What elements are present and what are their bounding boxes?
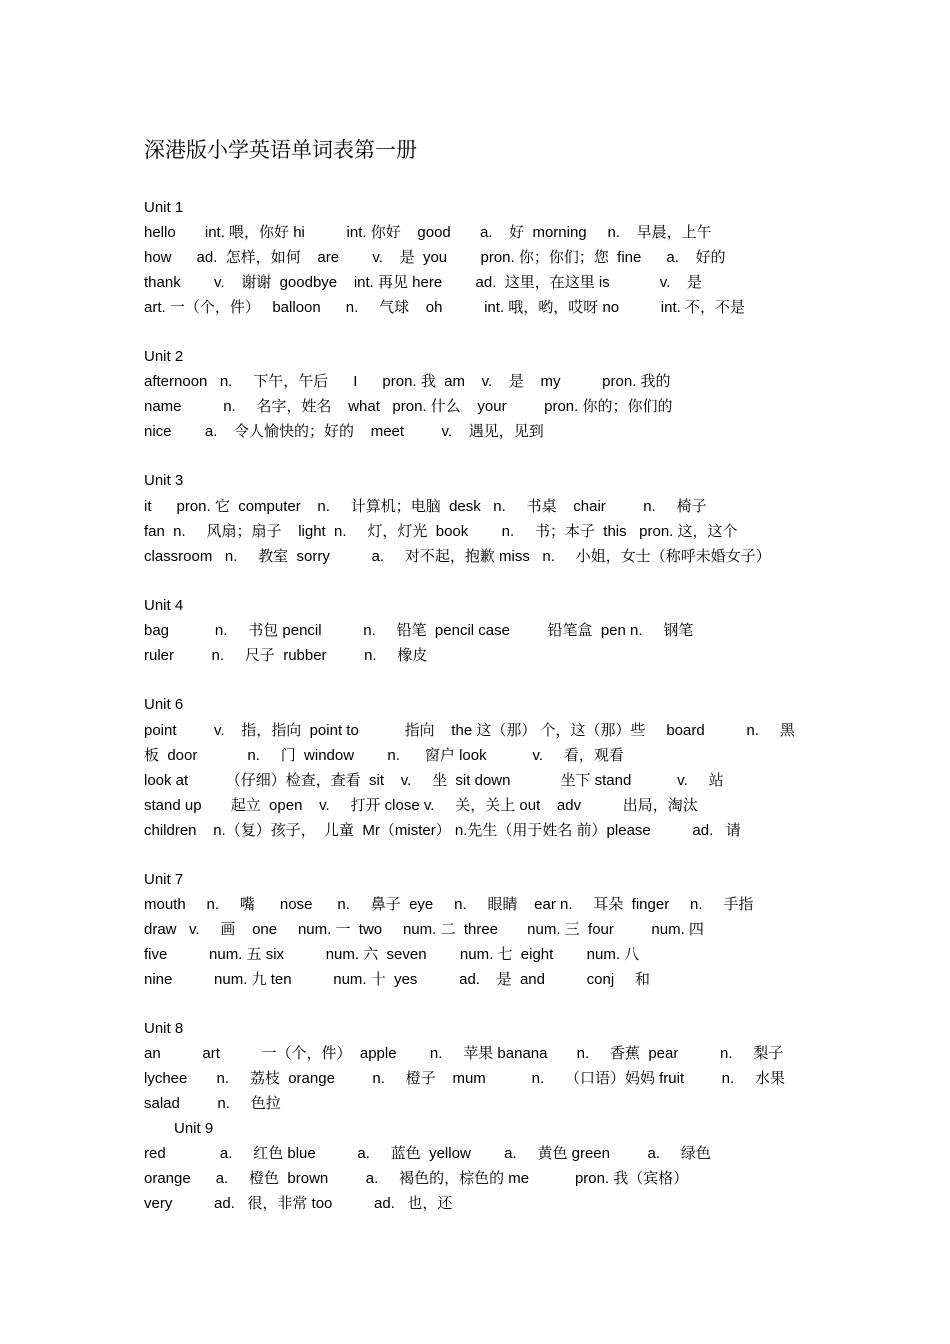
vocab-line: how ad. 怎样，如何 are v. 是 you pron. 你；你们；您 fine a. 好的 <box>144 249 726 266</box>
vocab-line: draw v. 画 one num. 一 two num. 二 three num. 三 four num. 四 <box>144 921 704 938</box>
vocab-line: afternoon n. 下午，午后 I pron. 我 am v. 是 my pron. 我的 <box>144 373 671 390</box>
vocab-line: thank v. 谢谢 goodbye int. 再见 here ad. 这里，在这里 is v. 是 <box>144 274 702 291</box>
vocab-line: look at （仔细）检查，查看 sit v. 坐 sit down 坐下 stand v. 站 <box>144 772 724 789</box>
vocab-line: name n. 名字，姓名 what pron. 什么 your pron. 你的；你们的 <box>144 398 673 415</box>
unit-heading: Unit 8 <box>144 1020 184 1037</box>
unit-heading: Unit 2 <box>144 348 184 365</box>
vocab-line: ruler n. 尺子 rubber n. 橡皮 <box>144 647 428 664</box>
unit-heading: Unit 4 <box>144 597 184 614</box>
vocab-line: very ad. 很，非常 too ad. 也，还 <box>144 1195 453 1212</box>
vocab-line: classroom n. 教室 sorry a. 对不起，抱歉 miss n. 小姐，女士（称呼未婚女子） <box>144 548 771 565</box>
vocab-line: lychee n. 荔枝 orange n. 橙子 mum n. （口语）妈妈 fruit n. 水果 <box>144 1070 785 1087</box>
vocab-line: stand up 起立 open v. 打开 close v. 关，关上 out adv 出局，淘汰 <box>144 797 698 814</box>
document-title: 深港版小学英语单词表第一册 <box>144 139 417 162</box>
vocab-line: mouth n. 嘴 nose n. 鼻子 eye n. 眼睛 ear n. 耳朵 finger n. 手指 <box>144 896 754 913</box>
unit-heading: Unit 9 <box>174 1120 214 1137</box>
vocab-line: point v. 指，指向 point to 指向 the 这（那） 个，这（那）些 board n. 黑 <box>144 722 795 739</box>
vocab-line: salad n. 色拉 <box>144 1095 281 1112</box>
vocab-line: orange a. 橙色 brown a. 褐色的，棕色的 me pron. 我（宾格） <box>144 1170 689 1187</box>
unit-heading: Unit 1 <box>144 199 184 216</box>
vocab-line: an art 一（个，件） apple n. 苹果 banana n. 香蕉 pear n. 梨子 <box>144 1045 784 1062</box>
vocab-line: bag n. 书包 pencil n. 铅笔 pencil case 铅笔盒 pen n. 钢笔 <box>144 622 694 639</box>
vocab-line: fan n. 风扇；扇子 light n. 灯，灯光 book n. 书；本子 this pron. 这，这个 <box>144 523 738 540</box>
unit-heading: Unit 7 <box>144 871 184 888</box>
vocab-line: 板 door n. 门 window n. 窗户 look v. 看，观看 <box>144 747 624 764</box>
vocab-line: art. 一（个，件） balloon n. 气球 oh int. 哦，哟，哎呀 no int. 不，不是 <box>144 299 745 316</box>
vocab-line: hello int. 喂，你好 hi int. 你好 good a. 好 morning n. 早晨，上午 <box>144 224 712 241</box>
unit-heading: Unit 6 <box>144 696 184 713</box>
vocab-line: nine num. 九 ten num. 十 yes ad. 是 and conj 和 <box>144 971 651 988</box>
unit-heading: Unit 3 <box>144 472 184 489</box>
vocab-line: five num. 五 six num. 六 seven num. 七 eight num. 八 <box>144 946 640 963</box>
vocab-line: red a. 红色 blue a. 蓝色 yellow a. 黄色 green a. 绿色 <box>144 1145 711 1162</box>
vocab-line: it pron. 它 computer n. 计算机；电脑 desk n. 书桌 chair n. 椅子 <box>144 498 707 515</box>
vocab-line: nice a. 令人愉快的；好的 meet v. 遇见，见到 <box>144 423 544 440</box>
vocab-line: children n.（复）孩子， 儿童 Mr（mister） n.先生（用于姓名 前）please ad. 请 <box>144 822 741 839</box>
